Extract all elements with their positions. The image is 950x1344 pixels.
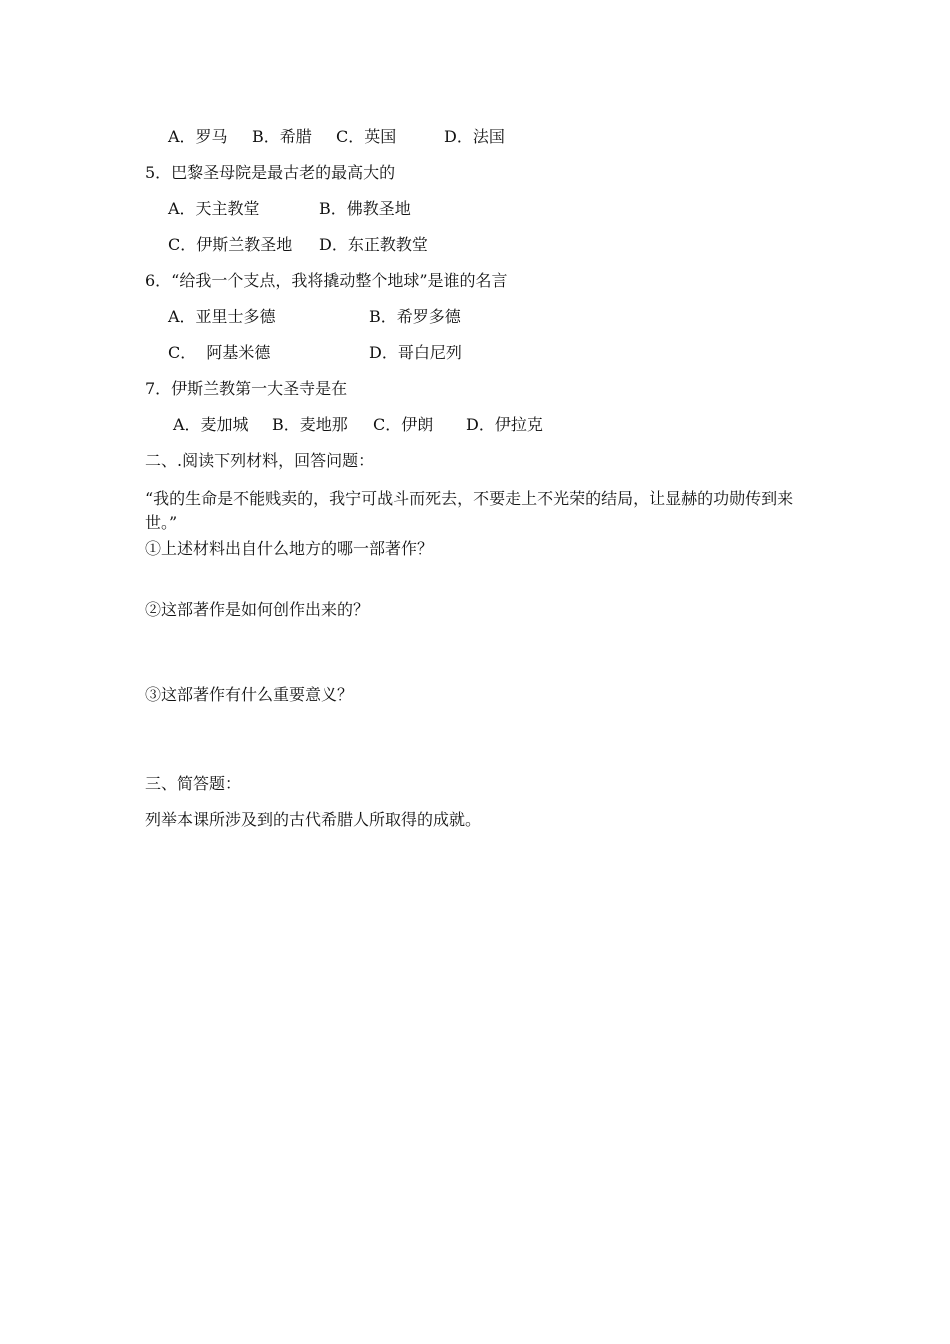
section2-heading: 二、.阅读下列材料，回答问题：	[145, 451, 375, 470]
q4-option-a: A．罗马	[168, 127, 228, 146]
q6-option-b: B．希罗多德	[369, 307, 461, 326]
q5-option-d: D．东正教教堂	[319, 235, 428, 254]
q4-option-b: B．希腊	[252, 127, 312, 146]
section2-question-1: ①上述材料出自什么地方的哪一部著作？	[145, 539, 434, 558]
q4-option-c: C．英国	[336, 127, 397, 146]
q5-option-a: A．天主教堂	[168, 199, 260, 218]
q5-options-row2	[0, 235, 950, 255]
q5-option-b: B．佛教圣地	[319, 199, 411, 218]
q7-option-b: B．麦地那	[272, 415, 348, 434]
q6-options-row1	[0, 307, 950, 327]
section2-question-2: ②这部著作是如何创作出来的？	[145, 600, 370, 619]
q7-option-c: C．伊朗	[373, 415, 434, 434]
section2-quote: “我的生命是不能贱卖的，我宁可战斗而死去，不要走上不光荣的结局，让显赫的功勋传到来世。”	[145, 489, 794, 532]
section2-question-3: ③这部著作有什么重要意义？	[145, 685, 354, 704]
q6-stem: 6．“给我一个支点，我将撬动整个地球”是谁的名言	[145, 271, 508, 290]
q6-option-c: C． 阿基米德	[168, 343, 271, 362]
q7-stem: 7．伊斯兰教第一大圣寺是在	[145, 379, 348, 398]
q6-options-row2	[0, 343, 950, 363]
section3-question: 列举本课所涉及到的古代希腊人所取得的成就。	[145, 810, 482, 829]
q4-option-d: D．法国	[444, 127, 505, 146]
q7-option-d: D．伊拉克	[466, 415, 543, 434]
q5-option-c: C．伊斯兰教圣地	[168, 235, 293, 254]
q7-option-a: A．麦加城	[173, 415, 249, 434]
q5-stem: 5．巴黎圣母院是最古老的最高大的	[145, 163, 396, 182]
q5-options-row1	[0, 199, 950, 219]
section3-heading: 三、简答题：	[145, 774, 242, 793]
q4-options	[0, 127, 950, 147]
q6-option-a: A．亚里士多德	[168, 307, 276, 326]
q6-option-d: D．哥白尼列	[369, 343, 462, 362]
q7-options	[0, 415, 950, 435]
